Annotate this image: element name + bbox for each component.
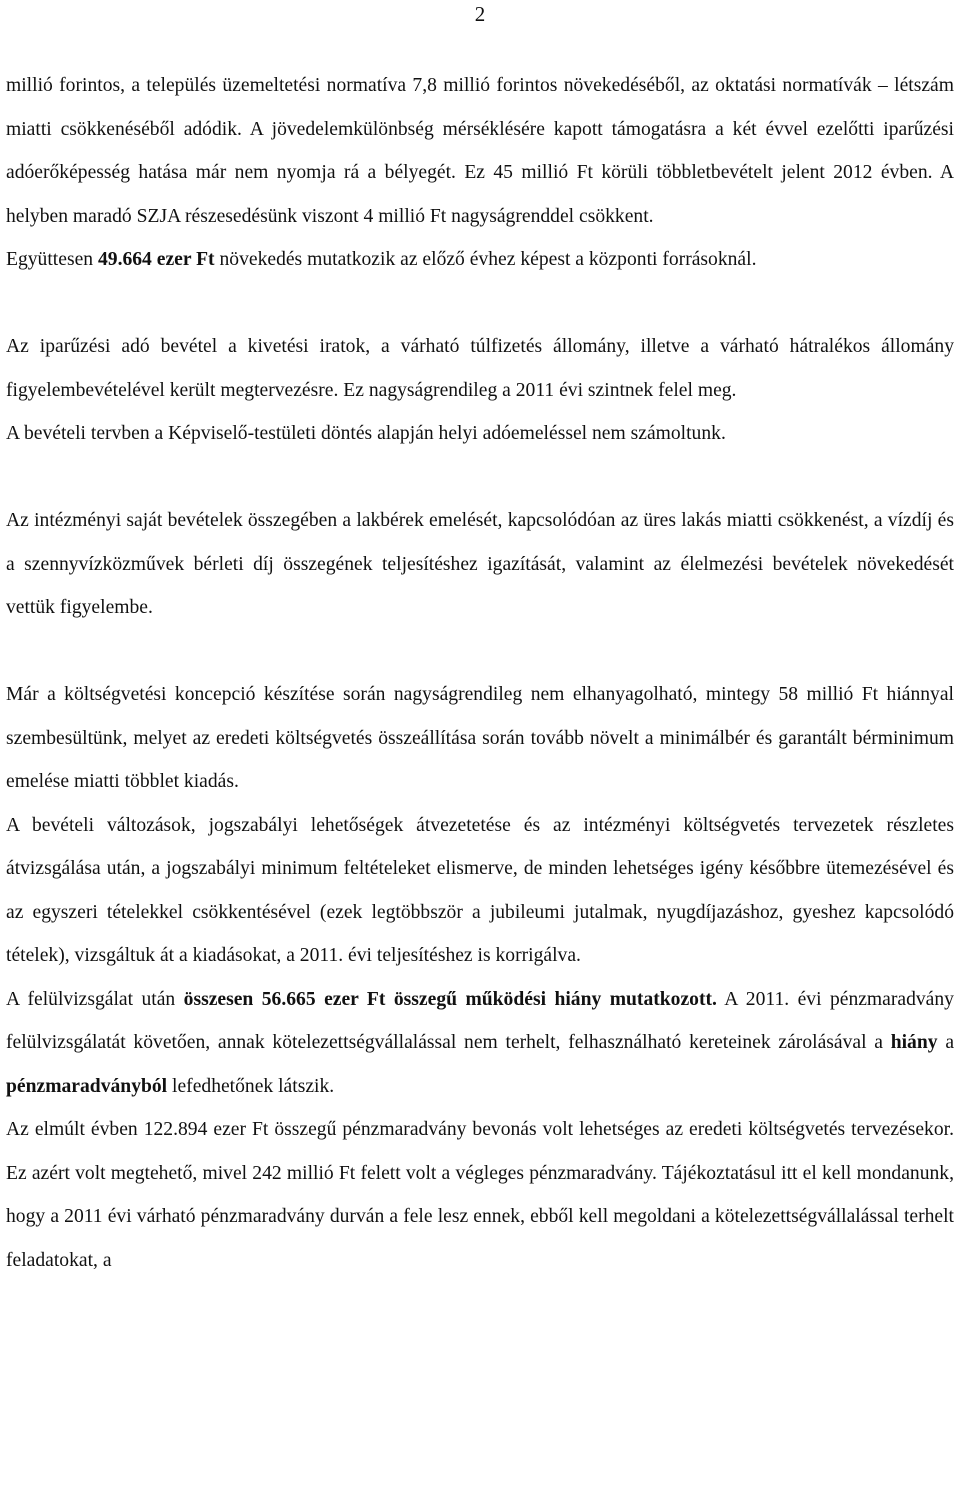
deficit-post: lefedhetőnek látszik.: [172, 1075, 335, 1097]
deficit-word: hiány: [890, 1032, 938, 1053]
deficit-amount: összesen 56.665 ezer Ft: [183, 988, 386, 1010]
paragraph-deficit: [6, 978, 954, 1109]
total-growth-pre: Együttesen: [6, 249, 94, 270]
residual-word: pénzmaradványból: [6, 1075, 168, 1097]
paragraph-budget-concept: Már a költségvetési koncepció készítése során nagyságrendileg nem elhanyagolható, mintegy 58 millió Ft hiánnyal szembesültünk, melyet az eredeti költségvetés összeállítása során tovább növelt a minimálbér és garantált bérminimum emelése miatti többlet kiadás.: [6, 684, 954, 792]
paragraph-total-growth: [6, 238, 954, 282]
sentence-surplus-revenue: Ez 45 millió Ft körüli többletbevételt jelent 2012 évben.: [464, 162, 933, 183]
paragraph-gap: [6, 282, 954, 326]
paragraph-central-funding: [6, 64, 954, 238]
paragraph-gap: [6, 456, 954, 500]
page-number: 2: [474, 2, 486, 26]
paragraph-residual: Az elmúlt évben 122.894 ezer Ft összegű pénzmaradvány bevonás volt lehetséges az eredeti költségvetés tervezésekor. Ez azért volt megtehető, mivel 242 millió Ft felett volt a végleges pénzmaradvány. Tájékoztatásul itt el kell mondanunk, hogy a 2011 évi várható pénzmaradvány durván a fele lesz ennek, ebből kell megoldani a kötelezettségvállalással terhelt feladatokat, a: [6, 1119, 954, 1271]
deficit-mid2: a: [945, 1032, 955, 1053]
sentence-normatives: millió forintos, a település üzemeltetési normatíva 7,8 millió forintos növekedéséből, az oktatási normatívák – létszám miatti csökkenéséből adódik. A jövedelemkülönbség mérséklésére kapott támogatásra a két évvel ezelőtti iparűzési adóerőképesség hatása már nem nyomja rá a bélyegét.: [6, 75, 954, 183]
paragraph-local-tax: A bevételi tervben a Képviselő-testületi döntés alapján helyi adóemeléssel nem számoltunk.: [6, 423, 726, 444]
deficit-mid: A 2011. évi pénzmaradvány felülvizsgálatát követően, annak kötelezettségvállalással nem terhelt, felhasználható kereteinek zárolásával a: [6, 988, 954, 1053]
paragraph-revenue-changes: A bevételi változások, jogszabályi lehetőségek átvezetetése és az intézményi költségvetés tervezetek részletes átvizsgálása után, a jogszabályi minimum feltételeket elismerve, de minden lehetséges igény későbbre ütemezésével és az egyszeri tételekkel csökkentésével (ezek legtöbbször a jubileumi jutalmak, nyugdíjazáshoz, gyeshez kapcsolódó tételek), vizsgáltuk át a kiadásokat, a 2011. évi teljesítéshez is korrigálva.: [6, 814, 954, 966]
paragraph-business-tax: Az iparűzési adó bevétel a kivetési iratok, a várható túlfizetés állomány, illetve a várható hátralékos állomány figyelembevételével került megtervezésre. Ez nagyságrendileg a 2011 évi szintnek felel meg.: [6, 336, 954, 401]
paragraph-institutional-revenue: Az intézményi saját bevételek összegében a lakbérek emelését, kapcsolódóan az üres lakás miatti csökkenést, a vízdíj és a szennyvízközművek bérleti díj összegének teljesítéshez igazítását, valamint az élelmezési bevételek növekedését vettük figyelembe.: [6, 510, 954, 618]
deficit-description: összegű működési hiány mutatkozott.: [393, 988, 717, 1010]
sentence-szja-decrease: A helyben maradó SZJA részesedésünk viszont 4 millió Ft nagyságrenddel csökkent.: [6, 162, 955, 227]
total-growth-post: növekedés mutatkozik az előző évhez képest a központi forrásoknál.: [219, 249, 757, 270]
document-body: [6, 64, 954, 1282]
paragraph-gap: [6, 630, 954, 674]
deficit-pre: A felülvizsgálat után: [6, 988, 176, 1010]
total-growth-amount: 49.664 ezer Ft: [97, 249, 215, 270]
